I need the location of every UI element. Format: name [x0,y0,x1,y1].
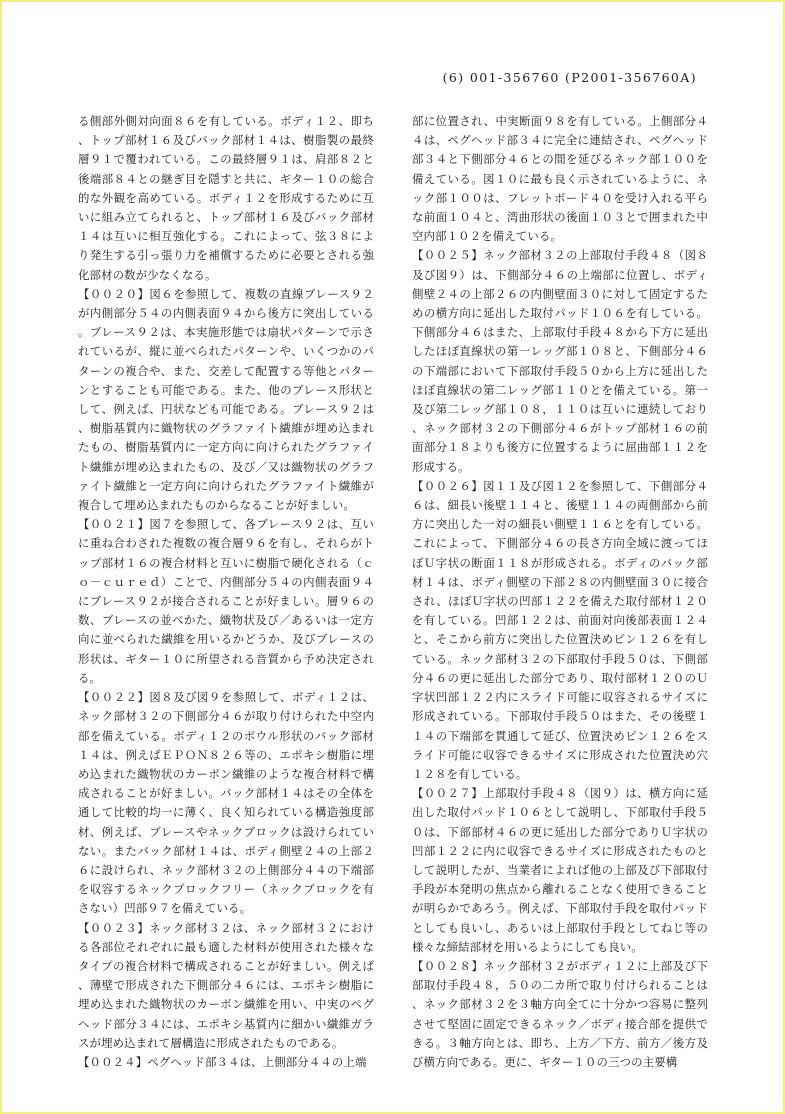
paragraph-continued: 部に位置され、中実断面９８を有している。上側部分４４は、ペグヘッド部３４に完全に連結され、ペグヘッド部３４と下側部分４６との間を延びるネック部１００を備えている。図１０に最も良く示されているように、ネック部１００は、フレットボード４０を受け入れる平らな前面１０４と、湾曲形状の後面１０３とで囲まれた中空内部１０２を備えている。 [412,114,708,244]
paragraph-0021: 【００２１】図７を参照して、各ブレース９２は、互いに重ね合わされた複数の複合層９６を有し、それらがトップ部材１６の複合材料と互いに樹脂で硬化される（ｃｏ－ｃｕｒｅｄ）ことで、内側部分５４の内側表面９４にブレース９２が接合されることが好ましい。層９６の数、ブレースの並べかた、織物状及び／あるいは一定方向に並べられた繊維を用いるかどうか、及びブレースの形状は、ギター１０に所望される音質から予め決定される。 [78,517,374,685]
paragraph-0024: 【００２４】ペグヘッド部３４は、上側部分４４の上端 [78,1054,367,1069]
page-header: (6) 001-356760 (P2001-356760A) [442,70,697,85]
paragraph-0027: 【００２７】上部取付手段４８（図９）は、横方向に延出した取付パッド１０６として説明し、下部取付手段５０は、下部部材４６の更に延出した部分でありＵ字状の凹部１２２に内に収容できるサイズに形成されたものとして説明したが、当業者によれば他の上部及び下部取付手段が本発明の焦点から離れることなく使用できることが明らかであろう。例えば、下部取付手段を取付パッドとしても良いし、あるいは上部取付手段としてねじ等の様々な締結部材を用いるようにしても良い。 [412,786,708,954]
left-column [78,112,374,1072]
paragraph-0020: 【００２０】図６を参照して、複数の直線ブレース９２が内側部分５４の内側表面９４から後方に突出している。ブレース９２は、本実施形態では扇状パターンで示されているが、縦に並べられたパターンや、いくつかのパターンの複合や、また、交差して配置する等他とパターンとすることも可能である。また、他のブレース形状として、例えば、円状なども可能である。ブレース９２は、樹脂基質内に織物状のグラファイト繊維が埋め込まれたもの、樹脂基質内に一定方向に向けられたグラファイト繊維が埋め込まれたもの、及び／又は織物状のグラファイト繊維と一定方向に向けられたグラファイト繊維が複合して埋め込まれたものからなることが好ましい。 [78,286,374,513]
paragraph-0023: 【００２３】ネック部材３２は、ネック部材３２における各部位それぞれに最も適した材料が使用された様々なタイプの複合材料で構成されることが好ましい。例えば、薄壁で形成された下側部分４６には、エポキシ樹脂に埋め込まれた織物状のカーボン繊維を用い、中実のペグヘッド部分３４には、エポキシ基質内に細かい繊維ガラスが埋め込まれて層構造に形成されたものである。 [78,920,374,1050]
paragraph-0028: 【００２８】ネック部材３２がボディ１２に上部及び下部取付手段４８，５０の二カ所で取り付けられることは、ネック部材３２を３軸方向全てに十分かつ容易に整列させて堅固に固定できるネック／ボディ接合部を提供できる。３軸方向とは、即ち、上方／下方、前方／後方及び横方向である。更に、ギター１０の三つの主要構 [412,958,708,1069]
paragraph-0022: 【００２２】図８及び図９を参照して、ボディ１２は、ネック部材３２の下側部分４６が取り付けられた中空内部を備えている。ボディ１２のボウル形状のバック部材１４は、例えばＥＰＯＮ８２６等の、エポキシ樹脂に埋め込まれた織物状のカーボン繊維のような複合材料で構成されることが好ましい。バック部材１４はその全体を通して比較的均一に薄く、良く知られている構造強度部材、例えば、ブレースやネックブロックは設けられていない。またバック部材１４は、ボディ側壁２４の上部２６に設けられ、ネック部材３２の上側部分４４の下端部を収容するネックブロックフリー（ネックブロックを有さない）凹部９７を備えている。 [78,690,374,916]
right-column [412,112,708,1072]
paragraph: る側部外側対向面８６を有している。ボディ１２、即ち、トップ部材１６及びバック部材１４は、樹脂製の最終層９１で覆われている。この最終層９１は、肩部８２と後端部８４との継ぎ目を隠すと共に、ギター１０の総合的な外観を高めている。ボディ１２を形成するために互いに組み立てられると、トップ部材１６及びバック部材１４は互いに相互強化する。これによって、弦３８により発生する引っ張り力を補償するために必要とされる強化部材の数が少なくなる。 [78,114,374,282]
paragraph-0025: 【００２５】ネック部材３２の上部取付手段４８（図８及び図９）は、下側部分４６の上端部に位置し、ボディ側壁２４の上部２６の内側壁面３０に対して固定するための横方向に延出した取付パッド１０６を有している。下側部分４６はまた、上部取付手段４８から下方に延出したほぼ直線状の第一レッグ部１０８と、下側部分４６の下端部において下部取付手段５０から上方に延出したほぼ直線状の第二レッグ部１１０とを備えている。第一及び第二レッグ部１０８，１１０は互いに連続しており、ネック部材３２の下側部分４６がトップ部材１６の前面部分１８よりも後方に位置するように屈曲部１１２を形成する。 [412,248,708,474]
paragraph-0026: 【００２６】図１１及び図１２を参照して、下側部分４６は、細長い後壁１１４と、後壁１１４の両側部から前方に突出した一対の細長い側壁１１６とを有している。これによって、下側部分４６の長さ方向全域に渡ってほぼＵ字状の断面１１８が形成される。ボディのバック部材１４は、ボディ側壁の下部２８の内側壁面３０に接合され、ほぼＵ字状の凹部１２２を備えた取付部材１２０を有している。凹部１２２は、前面対向後部表面１２４と、そこから前方に突出した位置決めピン１２６を有している。ネック部材３２の下部取付手段５０は、下側部分４６の更に延出した部分であり、取付部材１２０のＵ字状凹部１２２内にスライド可能に収容されるサイズに形成されている。下部取付手段５０はまた、その後壁１１４の下端部を貫通して延び、位置決めピン１２６をスライド可能に収容できるサイズに形成された位置決め穴１２８を有している。 [412,478,708,781]
